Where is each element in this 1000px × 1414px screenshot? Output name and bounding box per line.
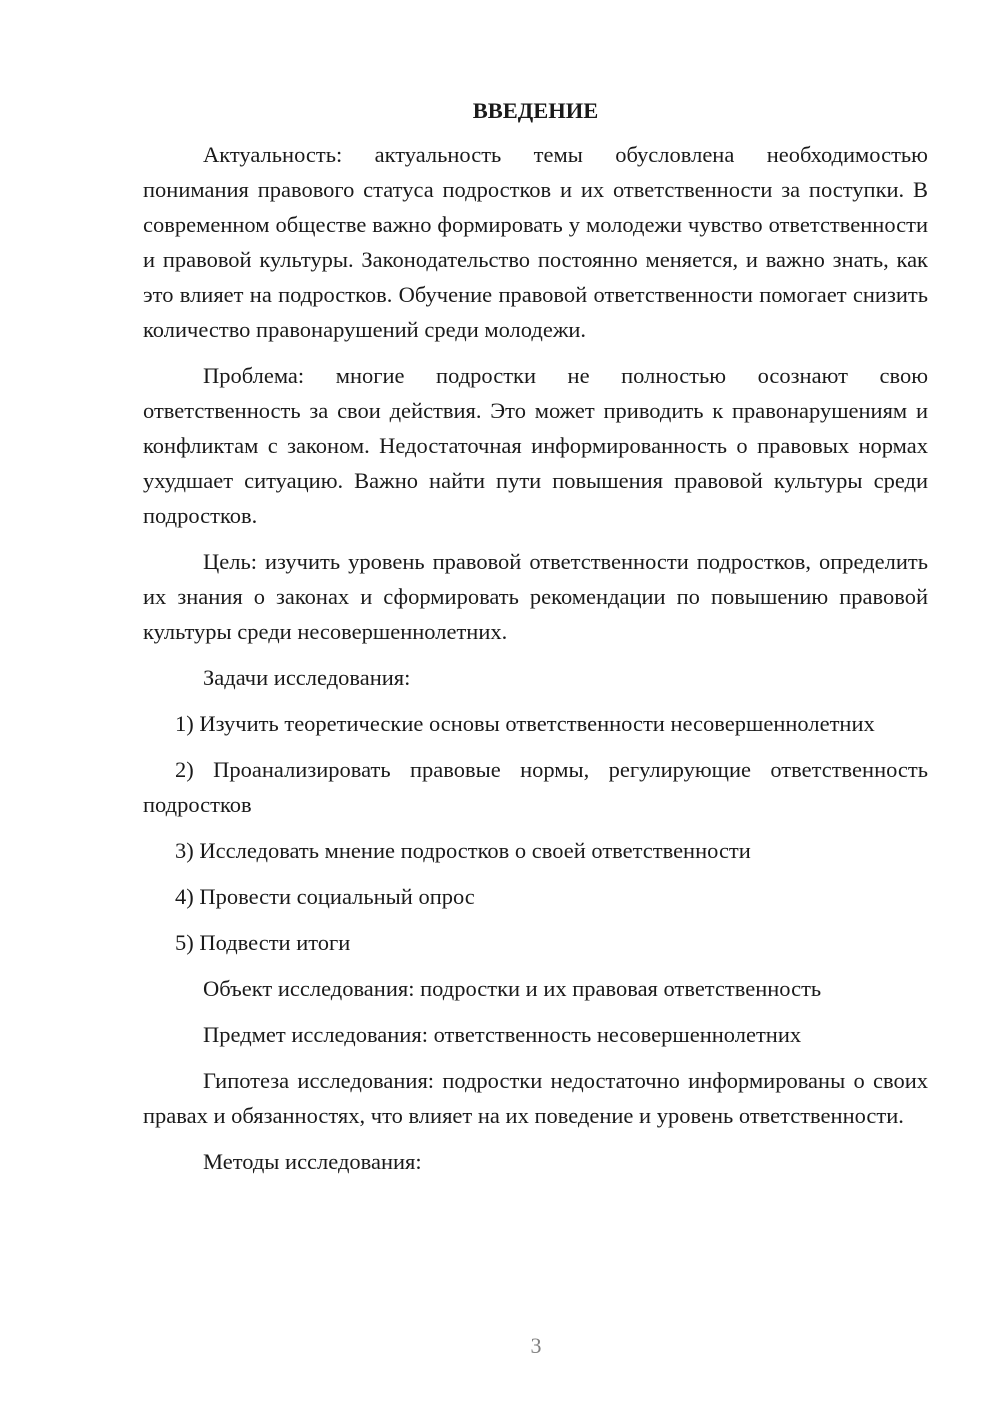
subject-paragraph: Предмет исследования: ответственность несовершеннолетних xyxy=(203,1022,802,1047)
task-item-2: 2) Проанализировать правовые нормы, регулирующие ответственность подростков xyxy=(143,757,928,817)
task-item-1: 1) Изучить теоретические основы ответственности несовершеннолетних xyxy=(175,711,875,736)
task-item-4: 4) Провести социальный опрос xyxy=(175,884,475,909)
methods-heading: Методы исследования: xyxy=(203,1149,422,1174)
problem-paragraph: Проблема: многие подростки не полностью осознают свою ответственность за свои действия. Это может приводить к правонарушениям и конфликтам с законом. Недостаточная информированность о правовых нормах ухудшает ситуацию. Важно найти пути повышения правовой культуры среди подростков. xyxy=(143,363,928,528)
tasks-heading: Задачи исследования: xyxy=(203,665,411,690)
goal-paragraph: Цель: изучить уровень правовой ответственности подростков, определить их знания о законах и сформировать рекомендации по повышению правовой культуры среди несовершеннолетних. xyxy=(143,549,928,644)
document-page xyxy=(143,96,928,1190)
object-paragraph: Объект исследования: подростки и их правовая ответственность xyxy=(203,976,822,1001)
hypothesis-paragraph: Гипотеза исследования: подростки недостаточно информированы о своих правах и обязанностях, что влияет на их поведение и уровень ответственности. xyxy=(143,1068,928,1128)
relevance-paragraph: Актуальность: актуальность темы обусловлена необходимостью понимания правового статуса подростков и их ответственности за поступки. В современном обществе важно формировать у молодежи чувство ответственности и правовой культуры. Законодательство постоянно меняется, и важно знать, как это влияет на подростков. Обучение правовой ответственности помогает снизить количество правонарушений среди молодежи. xyxy=(143,142,928,342)
task-item-5: 5) Подвести итоги xyxy=(175,930,351,955)
page-number: 3 xyxy=(530,1333,542,1358)
page-title: ВВЕДЕНИЕ xyxy=(472,98,599,123)
task-item-3: 3) Исследовать мнение подростков о своей ответственности xyxy=(175,838,751,863)
